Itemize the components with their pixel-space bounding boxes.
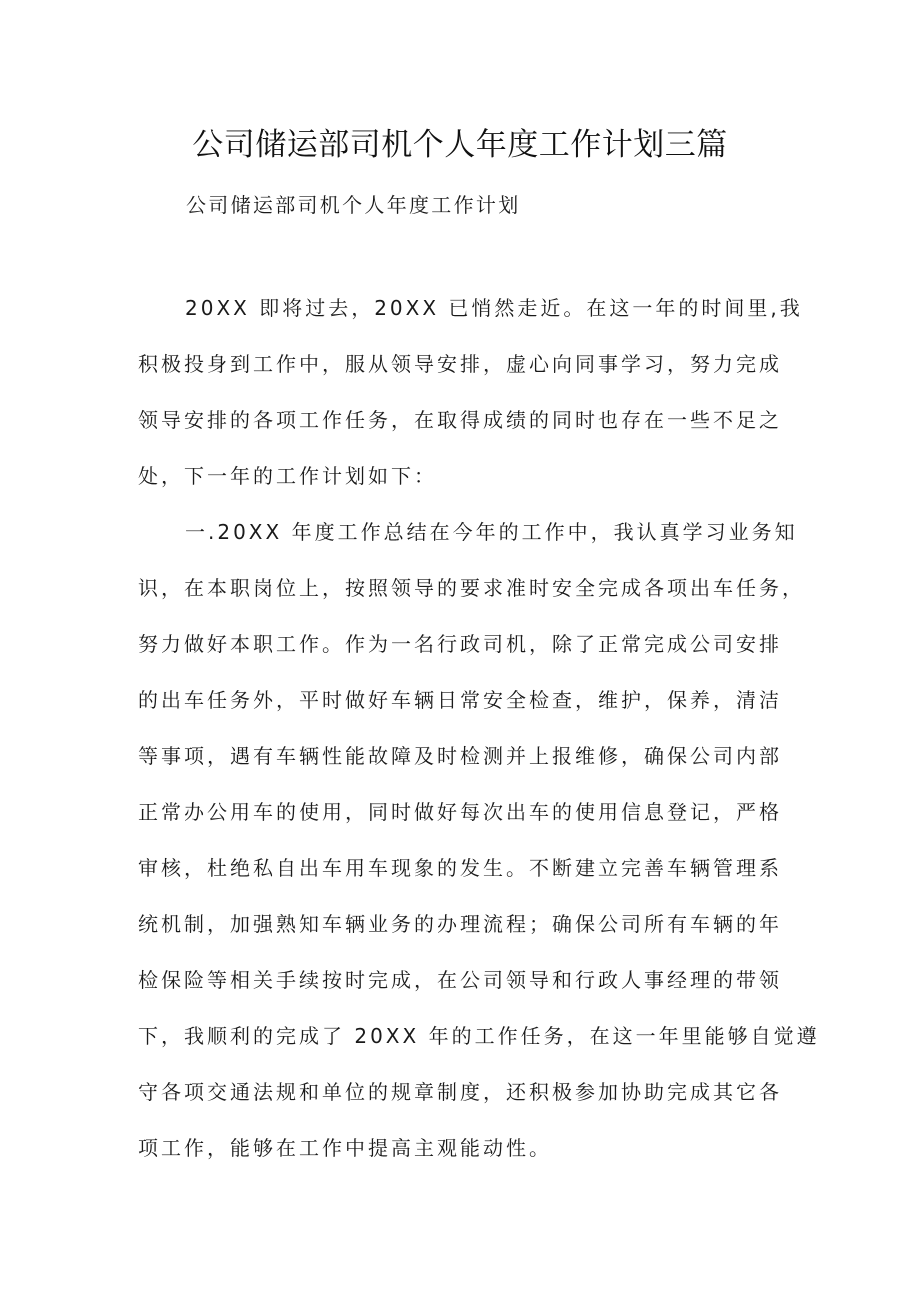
paragraph-line: 守各项交通法规和单位的规章制度，还积极参加协助完成其它各 (138, 1080, 782, 1104)
paragraph-intro (138, 292, 803, 516)
paragraph-line: 正常办公用车的使用，同时做好每次出车的使用信息登记，严格 (138, 800, 782, 824)
paragraph-line: 积极投身到工作中，服从领导安排，虚心向同事学习，努力完成 (138, 352, 782, 376)
paragraph-line: 检保险等相关手续按时完成，在公司领导和行政人事经理的带领 (138, 968, 782, 992)
paragraph-line: 项工作，能够在工作中提高主观能动性。 (138, 1136, 552, 1160)
paragraph-line: 领导安排的各项工作任务，在取得成绩的同时也存在一些不足之 (138, 408, 782, 432)
paragraph-line: 审核，杜绝私自出车用车现象的发生。不断建立完善车辆管理系 (138, 856, 782, 880)
document-title: 公司储运部司机个人年度工作计划三篇 (192, 127, 728, 163)
paragraph-line: 等事项，遇有车辆性能故障及时检测并上报维修，确保公司内部 (138, 744, 782, 768)
paragraph-line: 处，下一年的工作计划如下： (138, 464, 437, 488)
paragraph-line: 一.20XX 年度工作总结在今年的工作中，我认真学习业务知 (185, 520, 798, 544)
document-subtitle: 公司储运部司机个人年度工作计划 (186, 193, 521, 217)
paragraph-line: 识，在本职岗位上，按照领导的要求准时安全完成各项出车任务， (138, 576, 805, 600)
paragraph-line: 20XX 即将过去，20XX 已悄然走近。在这一年的时间里,我 (185, 296, 803, 320)
paragraph-line: 统机制，加强熟知车辆业务的办理流程；确保公司所有车辆的年 (138, 912, 782, 936)
paragraph-line: 下，我顺利的完成了 20XX 年的工作任务，在这一年里能够自觉遵 (138, 1024, 820, 1048)
paragraph-summary (138, 516, 820, 1188)
paragraph-line: 努力做好本职工作。作为一名行政司机，除了正常完成公司安排 (138, 632, 782, 656)
paragraph-line: 的出车任务外，平时做好车辆日常安全检查，维护，保养，清洁 (138, 688, 782, 712)
